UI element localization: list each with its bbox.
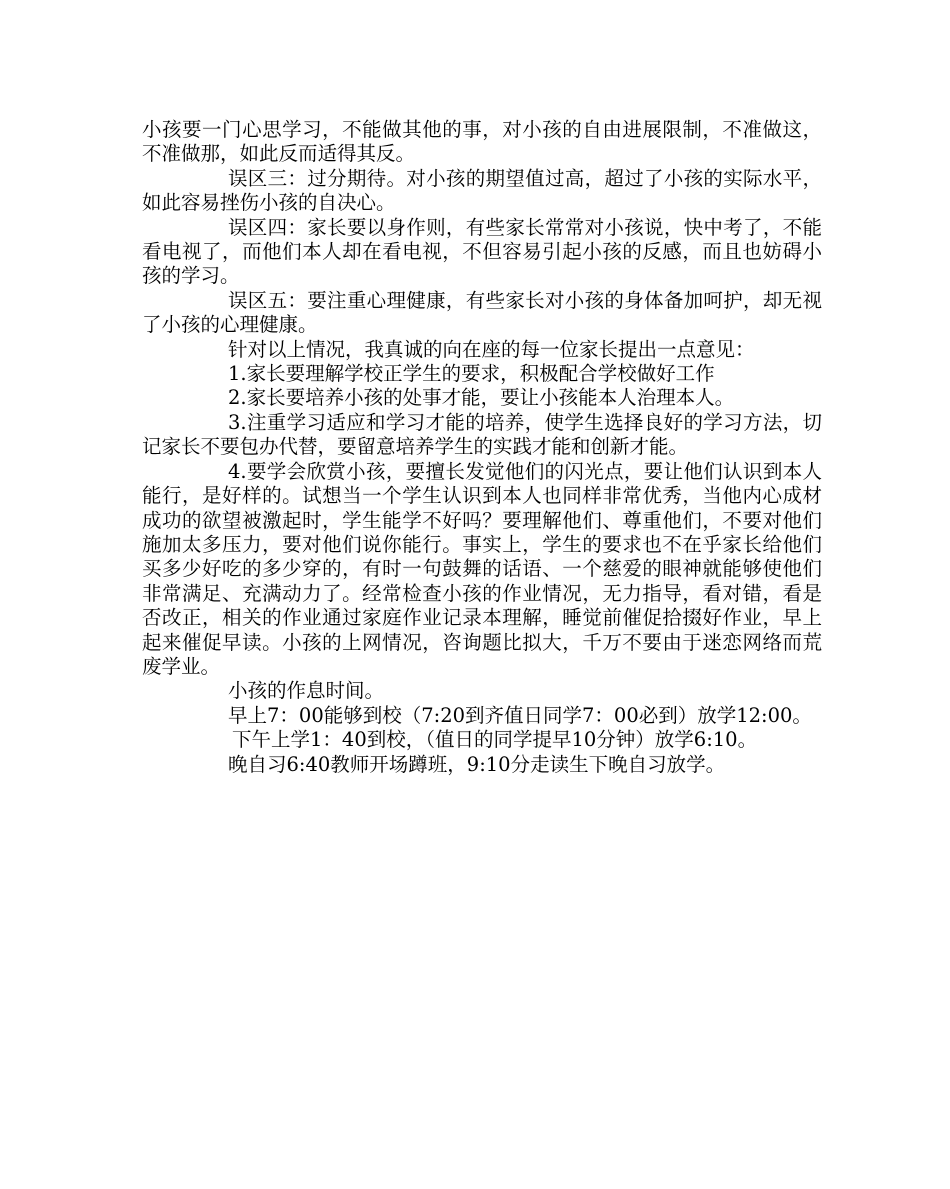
paragraph-schedule-title: 小孩的作息时间。	[228, 679, 385, 703]
paragraph-schedule-evening: 晚自习6:40教师开场蹲班，9:10分走读生下晚自习放学。	[228, 752, 726, 776]
paragraph-misconception-4: 误区四：家长要以身作则，有些家长常常对小孩说，快中考了，不能看电视了，而他们本人却在看电视，不但容易引起小孩的反感，而且也妨碍小孩的学习。	[142, 215, 822, 288]
paragraph-schedule-morning: 早上7：00能够到校（7:20到齐值日同学7：00必到）放学12:00。	[228, 703, 812, 727]
paragraph-schedule-afternoon: 下午上学1：40到校，（值日的同学提早10分钟）放学6:10。	[232, 728, 758, 752]
paragraph-suggestion-4: 4.要学会欣赏小孩，要擅长发觉他们的闪光点，要让他们认识到本人能行，是好样的。试想当一个学生认识到本人也同样非常优秀，当他内心成材成功的欲望被激起时，学生能学不好吗？要理解他们、尊重他们，不要对他们施加太多压力，要对他们说你能行。事实上，学生的要求也不在乎家长给他们买多少好吃的多少穿的，有时一句鼓舞的话语、一个慈爱的眼神就能够使他们非常满足、充满动力了。经常检查小孩的作业情况，无力指导，看对错，看是否改正，相关的作业通过家庭作业记录本理解，睡觉前催促拾掇好作业，早上起来催促早读。小孩的上网情况，咨询题比拟大，千万不要由于迷恋网络而荒废学业。	[142, 459, 822, 678]
paragraph-suggestion-1: 1.家长要理解学校正学生的要求，积极配合学校做好工作	[228, 362, 715, 386]
paragraph-suggestion-3: 3.注重学习适应和学习才能的培养，使学生选择良好的学习方法，切记家长不要包办代替，要留意培养学生的实践才能和创新才能。	[142, 410, 822, 459]
paragraph-continuation: 小孩要一门心思学习，不能做其他的事，对小孩的自由进展限制，不准做这，不准做那，如此反而适得其反。	[142, 118, 822, 166]
document-body	[142, 118, 822, 777]
paragraph-misconception-5: 误区五：要注重心理健康，有些家长对小孩的身体备加呵护，却无视了小孩的心理健康。	[142, 288, 822, 337]
paragraph-suggestion-2: 2.家长要培养小孩的处事才能，要让小孩能本人治理本人。	[228, 386, 735, 410]
paragraph-misconception-3: 误区三：过分期待。对小孩的期望值过高，超过了小孩的实际水平，如此容易挫伤小孩的自决心。	[142, 166, 822, 215]
paragraph-suggestions-intro: 针对以上情况，我真诚的向在座的每一位家长提出一点意见：	[228, 337, 755, 361]
